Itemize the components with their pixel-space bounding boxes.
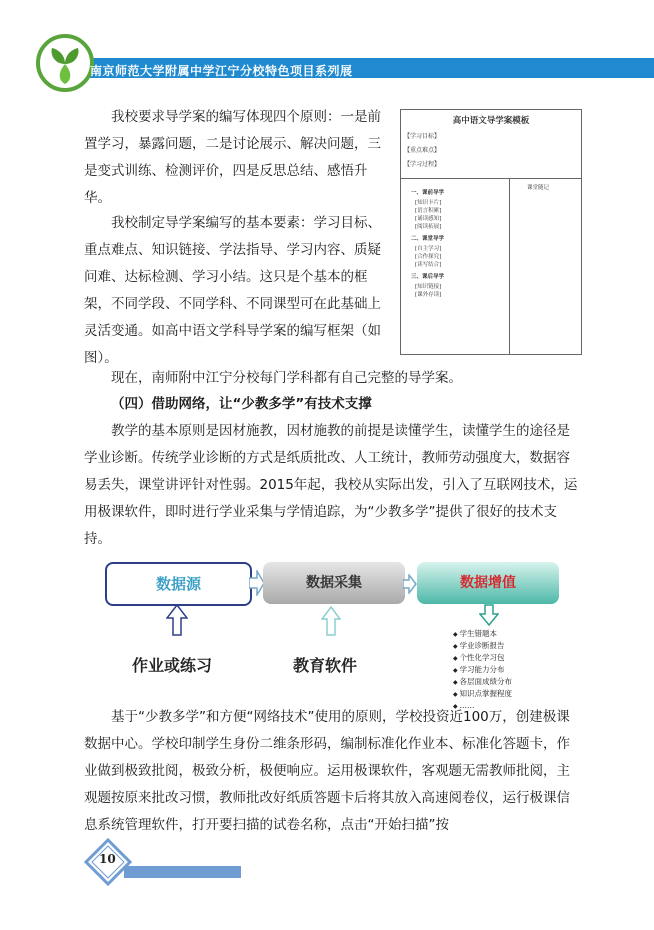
template-divider (509, 179, 510, 355)
value-bullet-list (453, 628, 512, 712)
template-subitem: [语言积累] (415, 208, 442, 214)
footer-bar (124, 866, 241, 878)
list-item: ◆ 知识点掌握程度 (453, 688, 512, 700)
guide-template-figure (400, 109, 582, 355)
paragraph-diagnosis: 教学的基本原则是因材施教，因材施教的前提是读懂学生，读懂学生的途径是学业诊断。传统学业诊断的方式是纸质批改、人工统计，教师劳动强度大，数据容易丢失，课堂讲评针对性弱。2015年起，我校从实际出发，引入了互联网技术，运用极课软件，即时进行学业采集与学情追踪，为“少教多学”提供了很好的技术支持。 (84, 423, 578, 547)
section-heading: （四）借助网络，让“少教多学”有技术支撑 (111, 396, 372, 412)
template-section: 三、课后导学 (411, 274, 445, 280)
list-item: ◆ 学生错题本 (453, 628, 512, 640)
list-item: ◆ 学习能力分布 (453, 664, 512, 676)
data-collection-box: 数据采集 (263, 562, 405, 604)
template-title: 高中语文导学案模板 (452, 116, 530, 126)
paragraph-data-center: 基于“少教多学”和方便“网络技术”使用的原则，学校投资近100万，创建极课数据中心。学校印制学生身份二维条形码，编制标准化作业本、标准化答题卡，作业做到极致批阅，极致分析，极便响应。运用极课软件，客观题无需教师批阅，主观题按原来批改习惯，教师批改好纸质答题卡后将其放入高速阅卷仪，运行极课信息系统管理软件，打开要扫描的试卷名称，点击“开始扫描”按 (84, 709, 570, 833)
paragraph-principles: 我校要求导学案的编写体现四个原则：一是前置学习，暴露问题，二是讨论展示、解决问题，三是变式训练、检测评价，四是反思总结、感悟升华。 (84, 109, 381, 206)
label-software: 教育软件 (293, 656, 358, 675)
arrow-down-icon (479, 604, 499, 626)
arrow-up-icon (321, 606, 341, 636)
page-number: 10 (99, 852, 116, 866)
data-flow-diagram (105, 560, 559, 710)
template-subitem: [知识链接] (415, 284, 442, 290)
list-item: ◆ …… (453, 700, 512, 712)
header-title: 南京师范大学附属中学江宁分校特色项目系列展 (90, 64, 353, 78)
paragraph-elements: 我校制定导学案编写的基本要素：学习目标、重点难点、知识链接、学法指导、学习内容、质疑问难、达标检测、学习小结。这只是个基本的框架，不同学段、不同学科、不同课型可在此基础上灵活变通。如高中语文学科导学案的编写框架（如图）。 (84, 215, 381, 366)
template-subitem: [诵读感知] (415, 216, 442, 222)
template-subitem: [课外存读] (415, 292, 442, 298)
template-item: 【学习过程】 (404, 161, 441, 168)
template-item: 【重点难点】 (404, 147, 441, 154)
list-item: ◆ 各层面成绩分布 (453, 676, 512, 688)
template-subitem: [知识卡片] (415, 200, 442, 206)
template-notes: 课堂随记 (527, 185, 550, 191)
template-subitem: [自主学习] (415, 246, 442, 252)
template-subitem: [阅读拓展] (415, 224, 442, 230)
label-homework: 作业或练习 (132, 656, 213, 675)
list-item: ◆ 个性化学习包 (453, 652, 512, 664)
paragraph-status: 现在，南师附中江宁分校每门学科都有自己完整的导学案。 (111, 370, 462, 386)
template-item: 【学习目标】 (404, 133, 441, 140)
data-value-box: 数据增值 (417, 562, 559, 604)
arrow-right-icon (403, 574, 417, 594)
template-section: 二、课堂导学 (411, 236, 445, 242)
template-section: 一、课前导学 (411, 190, 445, 196)
leaf-logo-icon (36, 34, 94, 92)
arrow-up-icon (166, 604, 188, 636)
template-subitem: [合作探究] (415, 254, 442, 260)
list-item: ◆ 学业诊断报告 (453, 640, 512, 652)
template-subitem: [读写结合] (415, 262, 442, 268)
data-source-box: 数据源 (105, 562, 252, 606)
